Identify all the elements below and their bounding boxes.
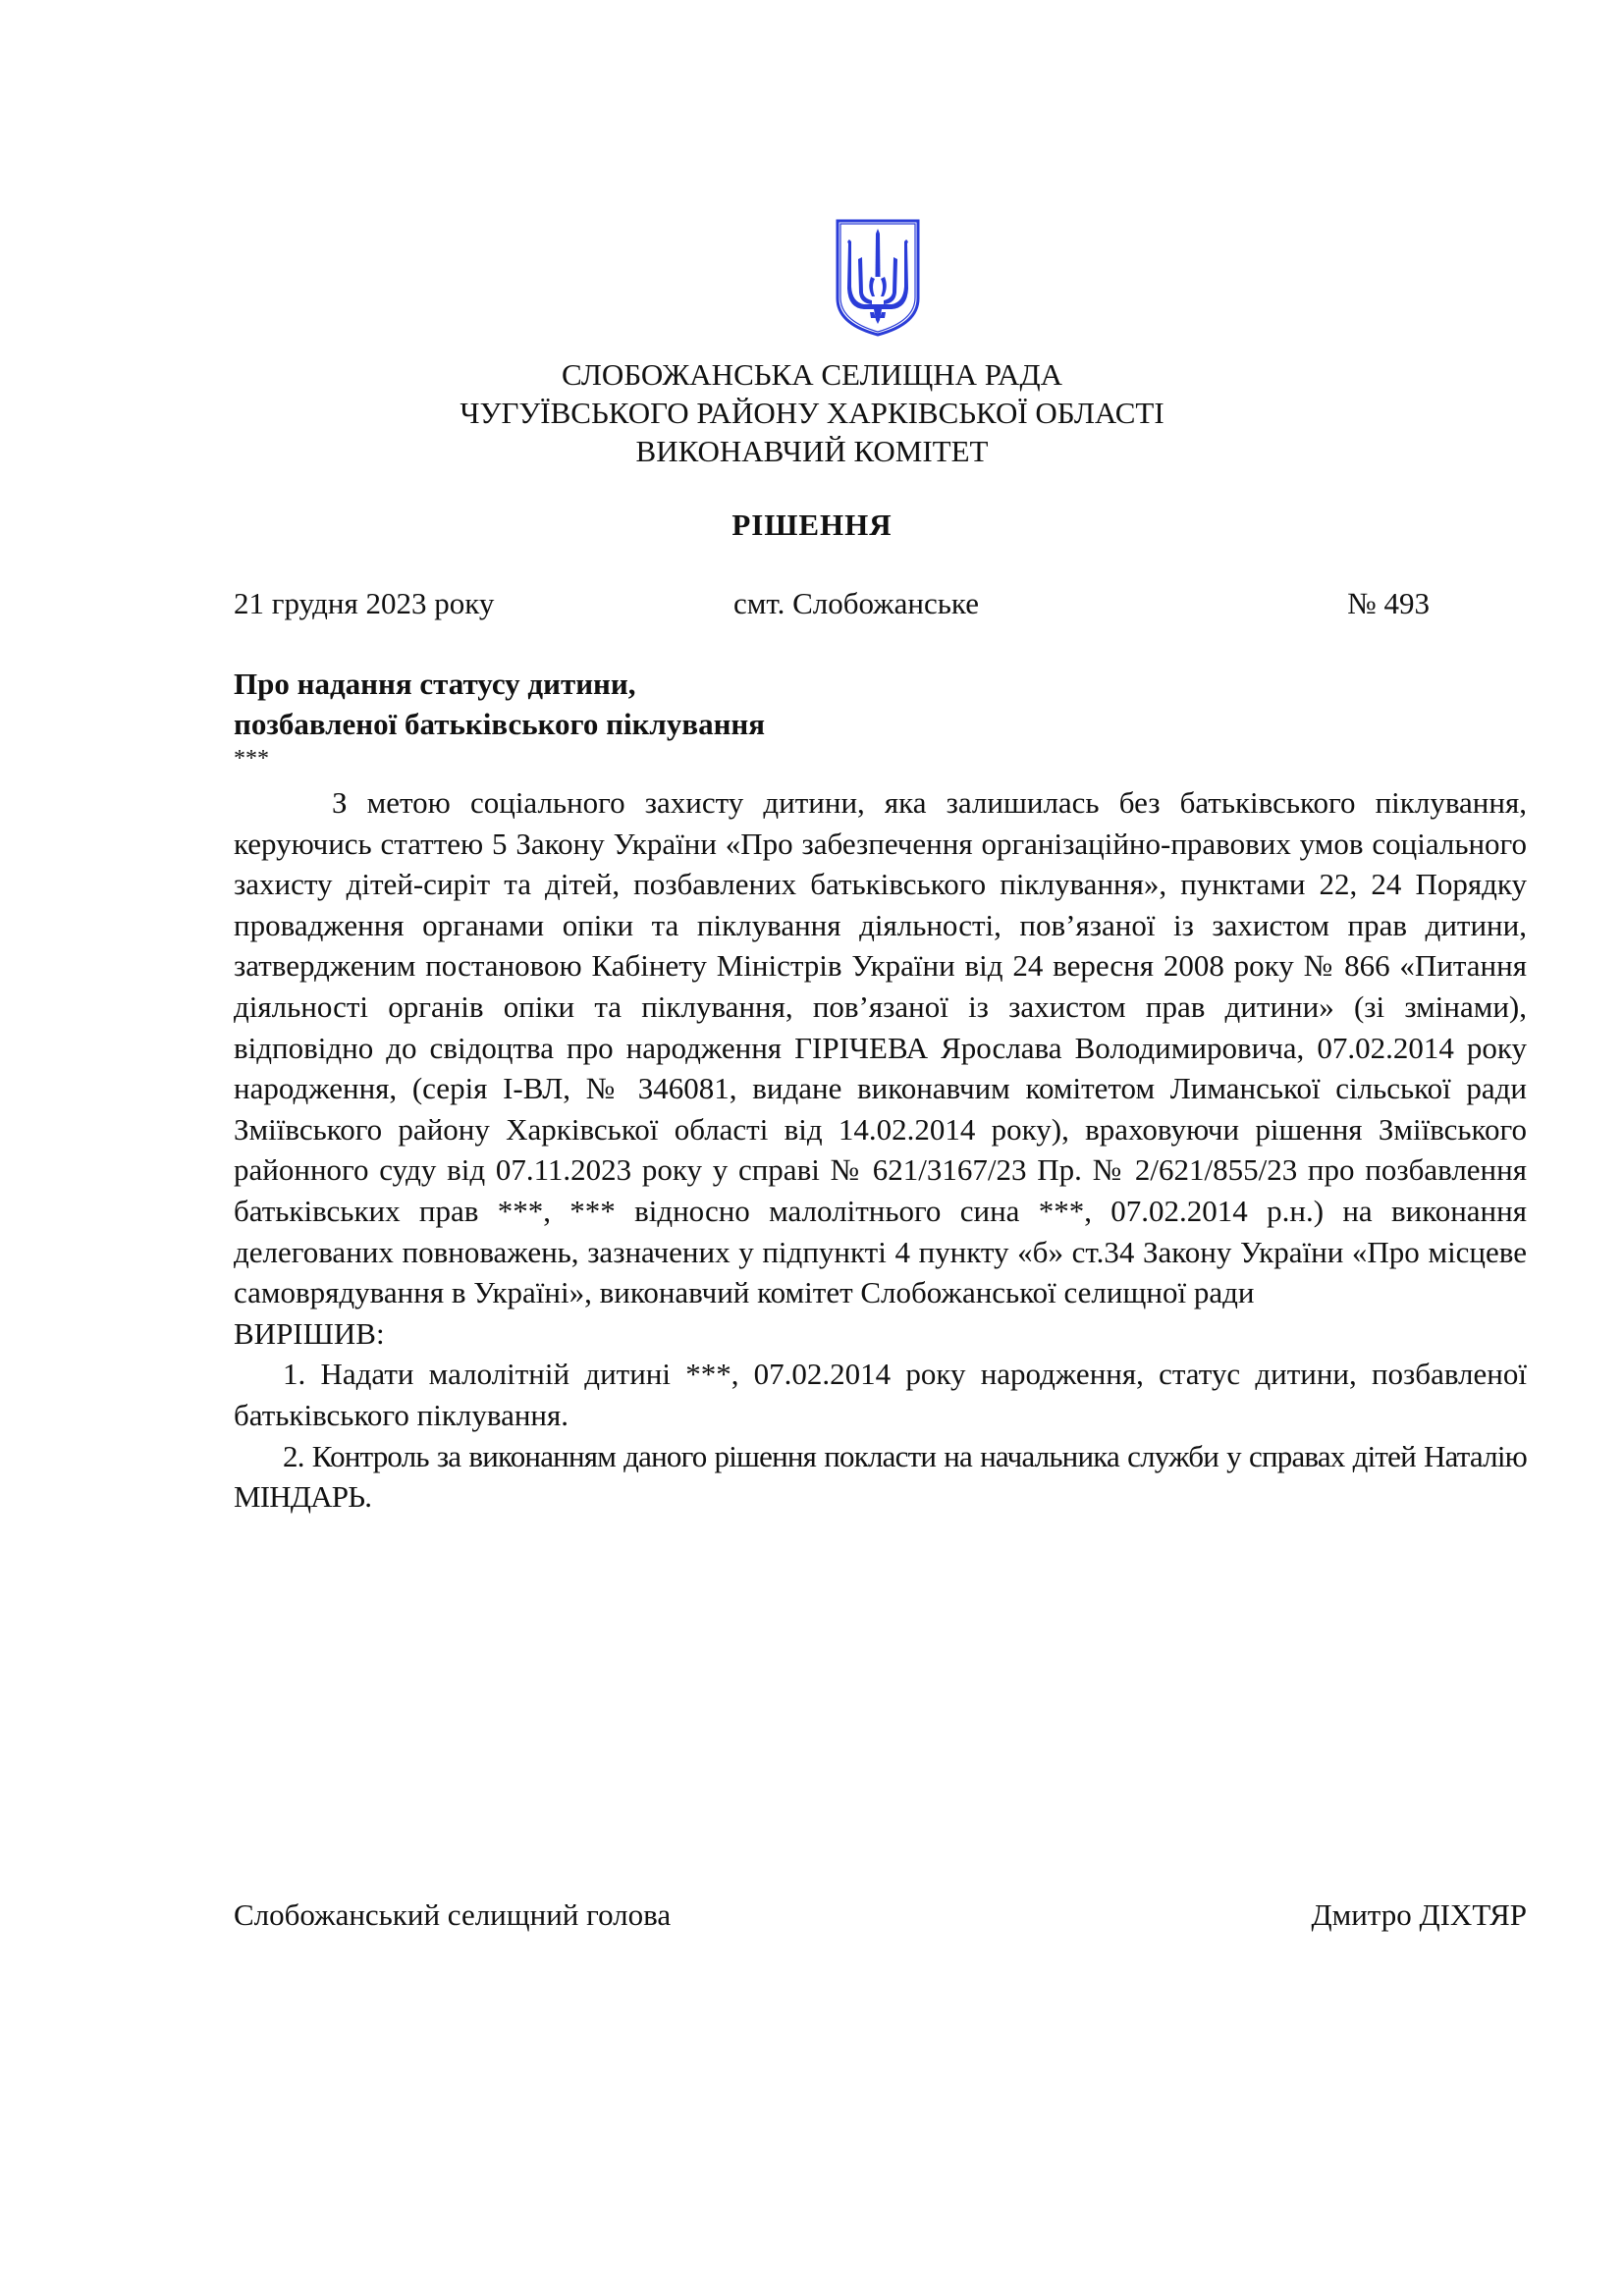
document-place: смт. Слобожанське (733, 586, 979, 620)
issuer-header (0, 355, 1624, 470)
date-line (234, 586, 1430, 625)
document-date: 21 грудня 2023 року (234, 586, 495, 620)
document-body (234, 782, 1527, 1518)
resolution-item-1: 1. Надати малолітній дитині ***, 07.02.2014 року народження, статус дитини, позбавленої батьківського піклування. (234, 1357, 1527, 1432)
signatory-position: Слобожанський селищний голова (234, 1897, 672, 1932)
issuer-committee: ВИКОНАВЧИЙ КОМІТЕТ (635, 434, 989, 468)
redaction-mark: *** (234, 746, 269, 772)
trident-icon (835, 218, 921, 338)
document-title: РІШЕННЯ (731, 507, 893, 542)
document-number: № 493 (1347, 586, 1430, 620)
resolved-label: ВИРІШИВ: (234, 1315, 385, 1351)
resolution-item-2: 2. Контроль за виконанням даного рішення покласти на начальника служби у справах дітей Наталію МІНДАРЬ. (234, 1438, 1527, 1515)
subject-heading (234, 664, 765, 744)
signatory-name: Дмитро ДІХТЯР (1311, 1897, 1527, 1932)
subject-line-2: позбавленої батьківського піклування (234, 707, 766, 741)
issuer-region: ЧУГУЇВСЬКОГО РАЙОНУ ХАРКІВСЬКОЇ ОБЛАСТІ (460, 396, 1164, 430)
subject-line-1: Про надання статусу дитини, (234, 667, 636, 701)
preamble-paragraph: З метою соціального захисту дитини, яка залишилась без батьківського піклування, керуючись статтею 5 Закону України «Про забезпечення організаційно-правових умов соціального захисту дітей-сиріт та дітей, позбавлених батьківського піклування», пунктами 22, 24 Порядку провадження органами опіки та піклування діяльності, пов’язаної із захистом прав дитини, затвердженим постановою Кабінету Міністрів України від 24 вересня 2008 року № 866 «Питання діяльності органів опіки та піклування, пов’язаної із захистом прав дитини» (зі змінами), відповідно до свідоцтва про народження ГІРІЧЕВА Ярослава Володимировича, 07.02.2014 року народження, (серія І-ВЛ, № 346081, видане виконавчим комітетом Лиманської сільської ради Зміївського району Харківської області від 14.02.2014 року), враховуючи рішення Зміївського районного суду від 07.11.2023 року у справі № 621/3167/23 Пр. № 2/621/855/23 про позбавлення батьківських прав ***, *** відносно малолітнього сина ***, 07.02.2014 р.н.) на виконання делегованих повноважень, зазначених у підпункті 4 пункту «б» ст.34 Закону України «Про місцеве самоврядування в Україні», виконавчий комітет Слобожанської селищної ради (234, 785, 1527, 1310)
issuer-council: СЛОБОЖАНСЬКА СЕЛИЩНА РАДА (562, 357, 1062, 392)
coat-of-arms-icon (835, 218, 921, 338)
